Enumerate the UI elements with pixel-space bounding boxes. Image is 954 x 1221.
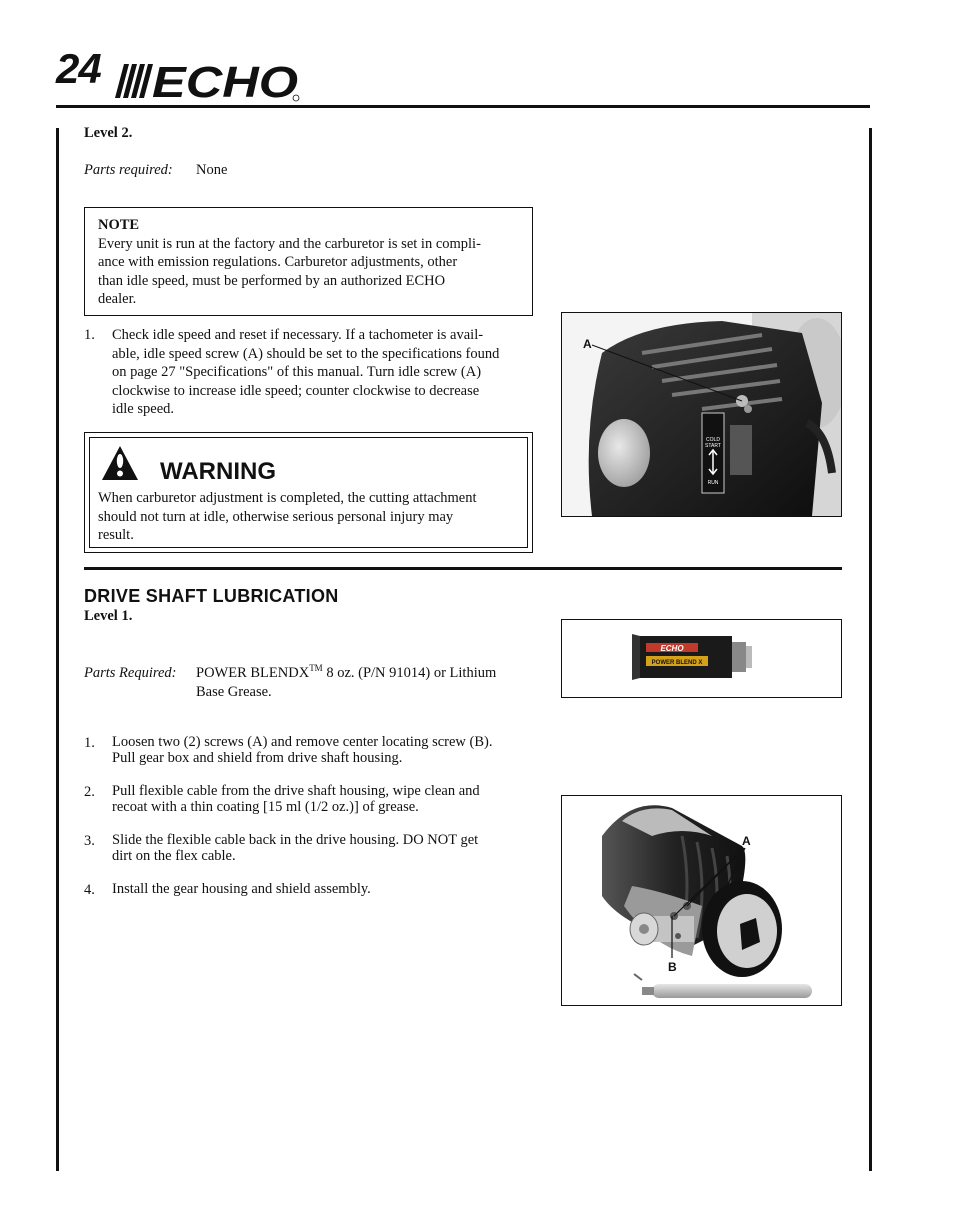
step-line: clockwise to increase idle speed; counter clockwise to decrease <box>112 382 480 399</box>
step-line: Loosen two (2) screws (A) and remove center locating screw (B). <box>112 734 493 750</box>
note-line: dealer. <box>98 291 137 307</box>
tube-product-label: POWER BLEND X <box>651 660 703 666</box>
page-number: 24 <box>56 45 101 92</box>
gearbox-figure <box>561 795 842 1006</box>
parts-required-label: Parts required: <box>84 162 173 178</box>
parts-required-value <box>196 664 536 701</box>
grease-tube-figure <box>561 619 842 698</box>
figure-label-a: A <box>583 337 592 351</box>
warning-text <box>98 489 518 545</box>
warning-title: WARNING <box>160 458 276 485</box>
parts-detail: 8 oz. (P/N 91014) or Lithium <box>322 665 497 681</box>
section-heading: DRIVE SHAFT LUBRICATION <box>84 586 339 606</box>
carburetor-figure <box>561 312 842 517</box>
parts-product: POWER BLENDX <box>196 665 310 681</box>
switch-run-label: RUN <box>707 480 719 486</box>
note-title: NOTE <box>98 217 140 233</box>
svg-text:ECHO: ECHO <box>152 58 298 102</box>
step-text <box>112 326 532 419</box>
level-label: Level 2. <box>84 125 133 141</box>
note-line: than idle speed, must be performed by an authorized ECHO <box>98 272 446 289</box>
warning-line: should not turn at idle, otherwise serious personal injury may <box>98 508 454 525</box>
step-line: Slide the flexible cable back in the drive housing. DO NOT get <box>112 832 479 848</box>
warning-line: result. <box>98 527 134 543</box>
warning-line: When carburetor adjustment is completed, the cutting attachment <box>98 490 477 506</box>
step-line: able, idle speed screw (A) should be set to the specifications found <box>112 345 500 362</box>
step-number: 2. <box>84 784 95 800</box>
trademark-mark: TM <box>309 663 323 674</box>
level-label: Level 1. <box>84 608 133 624</box>
step-text <box>112 881 532 897</box>
grease-tube-illustration <box>562 620 841 697</box>
step-line: recoat with a thin coating [15 ml (1/2 oz.)] of grease. <box>112 799 419 815</box>
switch-start-label: START <box>705 443 721 449</box>
figure-label-b: B <box>668 960 677 974</box>
step-text <box>112 783 532 815</box>
step-line: Pull flexible cable from the drive shaft housing, wipe clean and <box>112 783 480 799</box>
step-text <box>112 734 532 766</box>
step-line: dirt on the flex cable. <box>112 848 236 864</box>
note-line: Every unit is run at the factory and the carburetor is set in compli- <box>98 235 481 252</box>
step-number: 4. <box>84 882 95 898</box>
warning-triangle-icon <box>100 444 140 482</box>
warning-box <box>84 432 533 553</box>
left-margin-rule <box>56 128 59 1171</box>
figure-label-a: A <box>742 834 751 848</box>
step-line: idle speed. <box>112 401 175 417</box>
step-line: Pull gear box and shield from drive shaft housing. <box>112 750 403 766</box>
parts-detail-line2: Base Grease. <box>196 683 272 700</box>
step-text <box>112 832 532 864</box>
carburetor-illustration <box>562 313 841 516</box>
note-box <box>84 207 533 316</box>
echo-logo <box>112 56 302 102</box>
step-line: Check idle speed and reset if necessary. If a tachometer is avail- <box>112 327 484 343</box>
parts-required-value: None <box>196 162 228 178</box>
section-rule <box>84 567 842 570</box>
header-rule <box>56 105 870 108</box>
note-line: ance with emission regulations. Carburetor adjustments, other <box>98 254 458 270</box>
step-line: Install the gear housing and shield assembly. <box>112 881 371 897</box>
step-line: on page 27 "Specifications" of this manual. Turn idle screw (A) <box>112 364 482 380</box>
right-margin-rule <box>869 128 872 1171</box>
step-number: 1. <box>84 327 95 343</box>
step-number: 1. <box>84 735 95 751</box>
parts-required-label: Parts Required: <box>84 665 177 681</box>
switch-cold-label: COLD <box>706 437 720 443</box>
tube-brand-label: ECHO <box>660 644 684 653</box>
step-number: 3. <box>84 833 95 849</box>
gearbox-illustration <box>562 796 841 1005</box>
